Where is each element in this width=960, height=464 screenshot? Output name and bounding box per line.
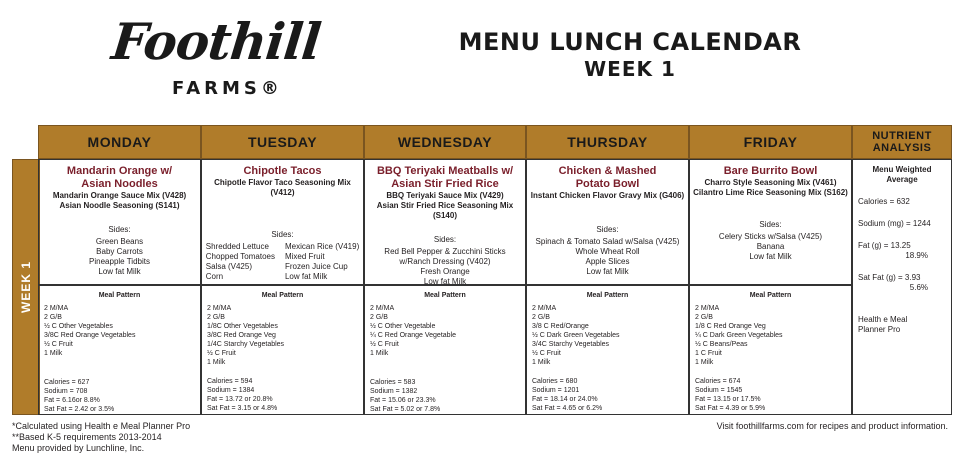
sides-column-left xyxy=(206,242,275,282)
pattern-list xyxy=(44,304,195,358)
nutrition-item: Sat Fat = 3.15 or 4.8% xyxy=(207,405,278,412)
pattern-item: ½ C Other Vegetables xyxy=(44,323,113,330)
day-menu-friday xyxy=(689,159,852,285)
nutrient-header-line2: ANALYSIS xyxy=(872,142,932,154)
footnote: Menu provided by Lunchline, Inc. xyxy=(12,443,145,453)
nutrition-item: Calories = 627 xyxy=(44,379,90,386)
pattern-item: 1 C Fruit xyxy=(695,350,722,357)
meal-pattern-heading: Meal Pattern xyxy=(749,292,792,299)
pattern-item: 1 Milk xyxy=(695,359,714,366)
avg-fat: Fat (g) = 13.25 xyxy=(858,241,911,250)
pattern-item: 3/4C Starchy Vegetables xyxy=(532,341,610,348)
avg-calories: Calories = 632 xyxy=(858,197,910,206)
dish-name: Mandarin Orange w/ Asian Noodles xyxy=(66,165,173,190)
sides-list xyxy=(42,237,197,277)
nutrition-list xyxy=(532,377,683,413)
nutrition-item: Sat Fat = 2.42 or 3.5% xyxy=(44,406,115,413)
nutrition-list xyxy=(44,378,195,414)
meal-pattern-friday xyxy=(689,285,852,415)
pattern-item: ½ C Fruit xyxy=(370,341,399,348)
nutrient-analysis-panel xyxy=(852,159,952,415)
side-item: Low fat Milk xyxy=(749,252,792,261)
pattern-item: 3/8C Red Orange Vegetables xyxy=(44,332,136,339)
side-item: Corn xyxy=(205,272,224,281)
pattern-item: ½ C Beans/Peas xyxy=(695,341,748,348)
side-item: Salsa (V425) xyxy=(205,262,252,271)
menu-calendar-grid xyxy=(8,125,952,415)
pattern-item: 1/8C Other Vegetables xyxy=(207,323,278,330)
side-item: Banana xyxy=(756,242,785,251)
seasoning-line: Charro Style Seasoning Mix (V461) xyxy=(704,178,837,187)
meal-pattern-heading: Meal Pattern xyxy=(424,292,466,299)
header-friday: FRIDAY xyxy=(689,125,852,159)
nutrition-item: Calories = 680 xyxy=(532,378,578,385)
seasoning-line: BBQ Teriyaki Sauce Mix (V429) xyxy=(386,191,504,200)
meal-pattern-wednesday xyxy=(364,285,526,415)
side-item: Green Beans xyxy=(95,237,144,246)
pattern-item: ½ C Fruit xyxy=(44,341,73,348)
weighted-average-heading xyxy=(858,165,946,185)
pattern-item: 2 G/B xyxy=(695,314,713,321)
nutrition-item: Fat = 18.14 or 24.0% xyxy=(532,396,598,403)
pattern-item: 2 G/B xyxy=(370,314,388,321)
pattern-list xyxy=(207,304,358,367)
nutrition-item: Calories = 583 xyxy=(370,379,416,386)
nutrition-list xyxy=(207,377,358,413)
nutrition-item: Fat = 13.15 or 17.5% xyxy=(695,396,761,403)
header-thursday: THURSDAY xyxy=(526,125,689,159)
avg-sodium: Sodium (mg) = 1244 xyxy=(858,219,931,228)
title-line2: WEEK 1 xyxy=(584,57,676,81)
foothill-farms-logo xyxy=(108,12,324,106)
footnote: **Based K-5 requirements 2013-2014 xyxy=(12,432,162,442)
pattern-item: 1 Milk xyxy=(370,350,389,357)
side-item: Low fat Milk xyxy=(586,267,629,276)
pattern-item: 1/8 C Red Orange Veg xyxy=(695,323,766,330)
seasoning-line: Chipotle Flavor Taco Seasoning Mix (V412) xyxy=(214,178,351,197)
dish-name: Bare Burrito Bowl xyxy=(723,165,818,177)
nutrition-item: Calories = 594 xyxy=(207,378,253,385)
side-item: Chopped Tomatoes xyxy=(205,252,275,261)
pattern-item: ½ C Dark Green Vegetables xyxy=(532,332,620,339)
pattern-item: ¼ C Red Orange Vegetable xyxy=(370,332,457,339)
sides-list xyxy=(368,247,522,287)
avg-fat-pct: 18.9% xyxy=(905,251,928,260)
dish-name: Chicken & Mashed Potato Bowl xyxy=(558,165,657,190)
side-item: Baby Carrots xyxy=(96,247,143,256)
pattern-list xyxy=(370,304,520,358)
nutrition-item: Sodium = 1382 xyxy=(370,388,418,395)
pattern-item: 2 M/MA xyxy=(695,305,720,312)
side-item: Pineapple Tidbits xyxy=(89,257,150,266)
side-item: Fresh Orange xyxy=(420,267,470,276)
meal-pattern-thursday xyxy=(526,285,689,415)
pattern-item: 1 Milk xyxy=(532,359,551,366)
weighted-heading-line2: Average xyxy=(886,175,918,184)
nutrition-item: Fat = 6.16or 8.8% xyxy=(44,397,100,404)
meal-pattern-heading: Meal Pattern xyxy=(98,292,141,299)
sides-list xyxy=(693,232,848,262)
seasoning-line: Cilantro Lime Rice Seasoning Mix (S162) xyxy=(693,188,848,197)
week-label: WEEK 1 xyxy=(19,260,33,314)
analysis-source xyxy=(858,315,946,335)
seasoning-line: Asian Noodle Seasoning (S141) xyxy=(59,201,180,210)
side-item: Mexican Rice (V419) xyxy=(284,242,360,251)
pattern-item: 2 M/MA xyxy=(532,305,557,312)
meal-pattern-monday xyxy=(38,285,201,415)
pattern-item: 2 M/MA xyxy=(207,305,232,312)
logo-subtext: FARMS® xyxy=(172,78,283,99)
pattern-item: ¼ C Dark Green Vegetables xyxy=(695,332,783,339)
nutrient-header-line1: NUTRIENT xyxy=(872,130,932,142)
seasoning-line: Mandarin Orange Sauce Mix (V428) xyxy=(52,191,187,200)
side-item: Celery Sticks w/Salsa (V425) xyxy=(718,232,823,241)
day-menu-tuesday xyxy=(201,159,364,285)
avg-satfat-pct: 5.6% xyxy=(909,283,928,292)
nutrition-list xyxy=(695,377,846,413)
nutrition-item: Sat Fat = 5.02 or 7.8% xyxy=(370,406,441,413)
logo-wordmark: Foothill xyxy=(108,12,324,71)
side-item: Low fat Milk xyxy=(98,267,141,276)
header-monday: MONDAY xyxy=(38,125,201,159)
nutrition-item: Fat = 15.06 or 23.3% xyxy=(370,397,436,404)
pattern-item: 3/8 C Red/Orange xyxy=(532,323,589,330)
side-item: w/Ranch Dressing (V402) xyxy=(399,257,491,266)
sides-heading: Sides: xyxy=(596,225,619,234)
side-item: Apple Slices xyxy=(585,257,630,266)
meal-pattern-heading: Meal Pattern xyxy=(586,292,629,299)
website-link[interactable]: Visit foothillfarms.com for recipes and product information. xyxy=(716,421,948,431)
pattern-item: 1 Milk xyxy=(44,350,63,357)
pattern-item: ½ C Other Vegetable xyxy=(370,323,436,330)
header-nutrient-analysis xyxy=(852,125,952,159)
nutrition-item: Calories = 674 xyxy=(695,378,741,385)
week-label-bar xyxy=(12,159,40,415)
footnote: *Calculated using Health e Meal Planner Pro xyxy=(12,421,191,431)
meal-pattern-heading: Meal Pattern xyxy=(261,292,304,299)
pattern-list xyxy=(532,304,683,367)
side-item: Mixed Fruit xyxy=(284,252,325,261)
seasoning-line: Instant Chicken Flavor Gravy Mix (G406) xyxy=(530,191,685,200)
nutrition-list xyxy=(370,378,520,414)
pattern-item: ½ C Fruit xyxy=(532,350,561,357)
side-item: Red Bell Pepper & Zucchini Sticks xyxy=(384,247,506,256)
nutrition-item: Sodium = 1545 xyxy=(695,387,743,394)
side-item: Low fat Milk xyxy=(423,277,467,286)
source-line1: Health e Meal xyxy=(858,315,908,324)
pattern-item: ½ C Fruit xyxy=(207,350,236,357)
avg-satfat: Sat Fat (g) = 3.93 xyxy=(858,273,921,282)
side-item: Shredded Lettuce xyxy=(205,242,269,251)
day-menu-monday xyxy=(38,159,201,285)
dish-name: Chipotle Tacos xyxy=(243,165,322,177)
sides-heading: Sides: xyxy=(759,220,782,229)
nutrition-item: Sodium = 1201 xyxy=(532,387,580,394)
pattern-item: 3/8C Red Orange Veg xyxy=(207,332,276,339)
pattern-item: 2 M/MA xyxy=(44,305,69,312)
nutrition-item: Sodium = 708 xyxy=(44,388,88,395)
nutrition-item: Fat = 13.72 or 20.8% xyxy=(207,396,273,403)
pattern-list xyxy=(695,304,846,367)
pattern-item: 2 M/MA xyxy=(370,305,395,312)
pattern-item: 2 G/B xyxy=(532,314,550,321)
dish-name: BBQ Teriyaki Meatballs w/ Asian Stir Fried Rice xyxy=(376,165,514,190)
nutrition-item: Sat Fat = 4.39 or 5.9% xyxy=(695,405,766,412)
page-title xyxy=(440,28,820,82)
sides-list xyxy=(205,242,360,282)
weighted-heading-line1: Menu Weighted xyxy=(872,165,932,174)
sides-list xyxy=(530,237,685,277)
side-item: Low fat Milk xyxy=(284,272,328,281)
nutrition-item: Sodium = 1384 xyxy=(207,387,255,394)
pattern-item: 2 G/B xyxy=(207,314,225,321)
sides-column-right xyxy=(285,242,359,282)
header-tuesday: TUESDAY xyxy=(201,125,364,159)
title-line1: MENU LUNCH CALENDAR xyxy=(458,28,802,56)
day-menu-thursday xyxy=(526,159,689,285)
side-item: Spinach & Tomato Salad w/Salsa (V425) xyxy=(535,237,680,246)
meal-pattern-tuesday xyxy=(201,285,364,415)
header-wednesday: WEDNESDAY xyxy=(364,125,526,159)
pattern-item: 1/4C Starchy Vegetables xyxy=(207,341,285,348)
seasoning-line: Asian Stir Fried Rice Seasoning Mix (S140) xyxy=(376,201,514,220)
side-item: Whole Wheat Roll xyxy=(575,247,640,256)
side-item: Frozen Juice Cup xyxy=(284,262,348,271)
pattern-item: 1 Milk xyxy=(207,359,226,366)
sides-heading: Sides: xyxy=(271,230,294,239)
sides-heading: Sides: xyxy=(433,235,457,244)
day-menu-wednesday xyxy=(364,159,526,285)
pattern-item: 2 G/B xyxy=(44,314,62,321)
nutrition-item: Sat Fat = 4.65 or 6.2% xyxy=(532,405,603,412)
sides-heading: Sides: xyxy=(108,225,131,234)
footnotes xyxy=(12,421,190,454)
source-line2: Planner Pro xyxy=(858,325,901,334)
